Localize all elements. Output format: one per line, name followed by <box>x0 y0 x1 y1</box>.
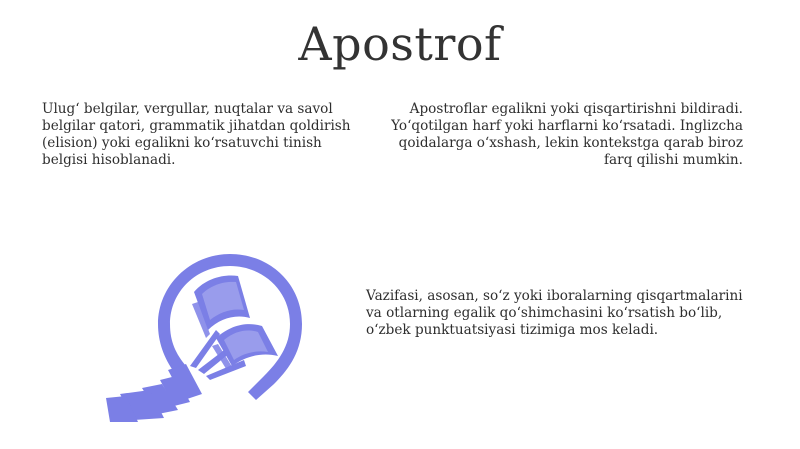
right-paragraph: Apostroflar egalikni yoki qisqartirishni bildiradi. Yoʻqotilgan harf yoki harflarni koʻrsatadi. Inglizcha qoidalarga oʻxshash, lekin kontekstga qarab biroz farq qilishi mumkin. <box>391 101 743 168</box>
slide-title: Apostrof <box>298 17 502 71</box>
left-paragraph: Ulugʻ belgilar, vergullar, nuqtalar va savol belgilar qatori, grammatik jihatdan qoldirish (elision) yoki egalikni koʻrsatuvchi tinish belgisi hisoblanadi. <box>42 101 351 168</box>
lightbulb-book-icon <box>98 248 308 424</box>
bottom-paragraph: Vazifasi, asosan, soʻz yoki iboralarning qisqartmalarini va otlarning egalik qoʻshimchasini koʻrsatish boʻlib, oʻzbek punktuatsiyasi tizimiga mos keladi. <box>366 288 743 338</box>
